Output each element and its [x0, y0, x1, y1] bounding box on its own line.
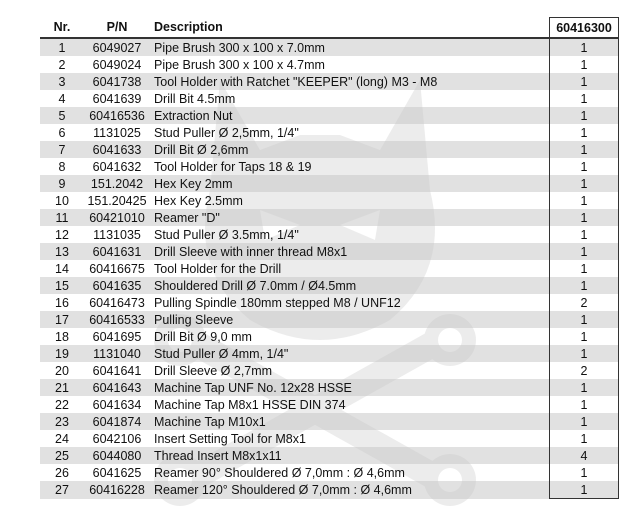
table-row [40, 481, 619, 499]
cell-nr: 8 [58, 159, 66, 174]
table-row [40, 38, 619, 56]
cell-pn: 6041695 [92, 329, 142, 344]
cell-description: Reamer 90° Shouldered Ø 7,0mm : Ø 4,6mm [154, 465, 405, 480]
table-row [40, 260, 619, 277]
cell-quantity: 1 [550, 464, 619, 481]
cell-quantity: 1 [550, 413, 619, 430]
cell-description: Machine Tap M10x1 [150, 413, 550, 430]
cell-quantity: 1 [550, 141, 619, 158]
table-row [40, 277, 619, 294]
cell-description: Pipe Brush 300 x 100 x 4.7mm [154, 57, 325, 72]
table-row [40, 226, 619, 243]
cell-description: Hex Key 2.5mm [154, 193, 243, 208]
cell-description: Tool Holder for Taps 18 & 19 [154, 159, 312, 174]
cell-quantity: 1 [550, 175, 619, 192]
cell-nr: 21 [40, 379, 84, 396]
header-nr: Nr. [40, 18, 84, 39]
cell-quantity: 1 [550, 328, 619, 345]
cell-nr: 20 [55, 363, 69, 378]
cell-nr: 26 [55, 465, 69, 480]
cell-nr: 6 [58, 125, 66, 140]
table-row [40, 345, 619, 362]
table-row [40, 430, 619, 447]
cell-nr: 11 [40, 209, 84, 226]
cell-quantity: 1 [550, 209, 619, 226]
cell-description: Drill Bit 4.5mm [154, 91, 236, 106]
table-row [40, 158, 619, 175]
table-row [40, 175, 619, 192]
cell-description: Pulling Sleeve [150, 311, 550, 328]
cell-pn: 6049024 [92, 57, 142, 72]
cell-nr: 12 [55, 227, 69, 242]
parts-table [40, 17, 619, 499]
cell-description: Hex Key 2mm [150, 175, 550, 192]
cell-pn: 60421010 [84, 209, 150, 226]
cell-description: Stud Puller Ø 4mm, 1/4" [150, 345, 550, 362]
cell-pn: 6041632 [92, 159, 142, 174]
cell-pn: 151.2042 [84, 175, 150, 192]
cell-pn: 6041643 [84, 379, 150, 396]
table-row [40, 362, 619, 379]
cell-description: Drill Bit Ø 2,6mm [150, 141, 550, 158]
cell-pn: 6041635 [84, 277, 150, 294]
cell-quantity: 4 [550, 447, 619, 464]
cell-quantity: 1 [550, 107, 619, 124]
cell-nr: 13 [40, 243, 84, 260]
cell-quantity: 1 [550, 379, 619, 396]
cell-quantity: 1 [550, 73, 619, 90]
cell-nr: 9 [40, 175, 84, 192]
cell-nr: 17 [40, 311, 84, 328]
table-row [40, 464, 619, 481]
table-row [40, 311, 619, 328]
header-pn: P/N [84, 18, 150, 39]
cell-nr: 10 [55, 193, 69, 208]
cell-nr: 2 [58, 57, 66, 72]
cell-description: Thread Insert M8x1x11 [150, 447, 550, 464]
cell-description: Tool Holder with Ratchet "KEEPER" (long) M3 - M8 [150, 73, 550, 90]
cell-quantity: 1 [550, 124, 619, 141]
cell-quantity: 1 [550, 192, 619, 209]
cell-description: Insert Setting Tool for M8x1 [154, 431, 306, 446]
cell-nr: 16 [55, 295, 69, 310]
table-row [40, 447, 619, 464]
table-row [40, 328, 619, 345]
cell-description: Extraction Nut [150, 107, 550, 124]
cell-nr: 4 [58, 91, 66, 106]
cell-nr: 1 [40, 38, 84, 56]
cell-nr: 14 [55, 261, 69, 276]
table-row [40, 209, 619, 226]
cell-pn: 6044080 [84, 447, 150, 464]
table-row [40, 56, 619, 73]
cell-description: Pulling Spindle 180mm stepped M8 / UNF12 [154, 295, 401, 310]
cell-pn: 151.20425 [87, 193, 147, 208]
cell-pn: 6041639 [92, 91, 142, 106]
cell-nr: 19 [40, 345, 84, 362]
cell-nr: 22 [55, 397, 69, 412]
cell-pn: 6041633 [84, 141, 150, 158]
table-row [40, 192, 619, 209]
table-row [40, 396, 619, 413]
cell-description: Tool Holder for the Drill [154, 261, 282, 276]
cell-pn: 60416473 [89, 295, 145, 310]
cell-description: Drill Sleeve Ø 2,7mm [154, 363, 273, 378]
cell-quantity: 1 [550, 277, 619, 294]
cell-quantity: 2 [550, 362, 619, 379]
cell-quantity: 1 [550, 396, 619, 413]
cell-nr: 23 [40, 413, 84, 430]
cell-pn: 6049027 [84, 38, 150, 56]
table-row [40, 413, 619, 430]
table-row [40, 107, 619, 124]
cell-quantity: 1 [550, 481, 619, 499]
cell-pn: 6041625 [92, 465, 142, 480]
header-kit-quantity: 60416300 [550, 18, 619, 39]
cell-pn: 60416228 [84, 481, 150, 499]
table-row [40, 379, 619, 396]
cell-description: Stud Puller Ø 3.5mm, 1/4" [154, 227, 299, 242]
cell-nr: 7 [40, 141, 84, 158]
cell-quantity: 1 [550, 260, 619, 277]
cell-nr: 5 [40, 107, 84, 124]
table-body [40, 38, 619, 499]
cell-description: Pipe Brush 300 x 100 x 7.0mm [150, 38, 550, 56]
cell-pn: 1131040 [84, 345, 150, 362]
cell-quantity: 1 [550, 430, 619, 447]
cell-pn: 60416675 [89, 261, 145, 276]
cell-description: Reamer 120° Shouldered Ø 7,0mm : Ø 4,6mm [150, 481, 550, 499]
cell-pn: 6041634 [92, 397, 142, 412]
table-row [40, 90, 619, 107]
cell-quantity: 1 [550, 56, 619, 73]
table-row [40, 141, 619, 158]
cell-nr: 27 [40, 481, 84, 499]
table-row [40, 294, 619, 311]
cell-pn: 6041641 [92, 363, 142, 378]
cell-pn: 6041631 [84, 243, 150, 260]
cell-quantity: 1 [550, 345, 619, 362]
cell-description: Shouldered Drill Ø 7.0mm / Ø4.5mm [150, 277, 550, 294]
cell-nr: 15 [40, 277, 84, 294]
cell-pn: 6042106 [92, 431, 142, 446]
cell-pn: 1131025 [93, 125, 141, 140]
cell-pn: 6041738 [84, 73, 150, 90]
cell-description: Stud Puller Ø 2,5mm, 1/4" [154, 125, 299, 140]
table-row [40, 73, 619, 90]
cell-quantity: 1 [550, 226, 619, 243]
cell-description: Reamer "D" [150, 209, 550, 226]
cell-description: Drill Sleeve with inner thread M8x1 [150, 243, 550, 260]
cell-nr: 24 [55, 431, 69, 446]
cell-nr: 18 [55, 329, 69, 344]
cell-quantity: 1 [550, 311, 619, 328]
table-row [40, 243, 619, 260]
cell-quantity: 1 [550, 243, 619, 260]
cell-pn: 1131035 [93, 227, 141, 242]
cell-pn: 60416536 [84, 107, 150, 124]
table-row [40, 124, 619, 141]
cell-description: Drill Bit Ø 9,0 mm [154, 329, 252, 344]
cell-pn: 6041874 [84, 413, 150, 430]
cell-quantity: 2 [550, 294, 619, 311]
header-description: Description [150, 18, 550, 39]
cell-quantity: 1 [550, 158, 619, 175]
cell-quantity: 1 [550, 38, 619, 56]
cell-description: Machine Tap UNF No. 12x28 HSSE [150, 379, 550, 396]
table-header-row [40, 18, 619, 39]
cell-nr: 3 [40, 73, 84, 90]
cell-quantity: 1 [550, 90, 619, 107]
cell-description: Machine Tap M8x1 HSSE DIN 374 [154, 397, 346, 412]
cell-nr: 25 [40, 447, 84, 464]
cell-pn: 60416533 [84, 311, 150, 328]
